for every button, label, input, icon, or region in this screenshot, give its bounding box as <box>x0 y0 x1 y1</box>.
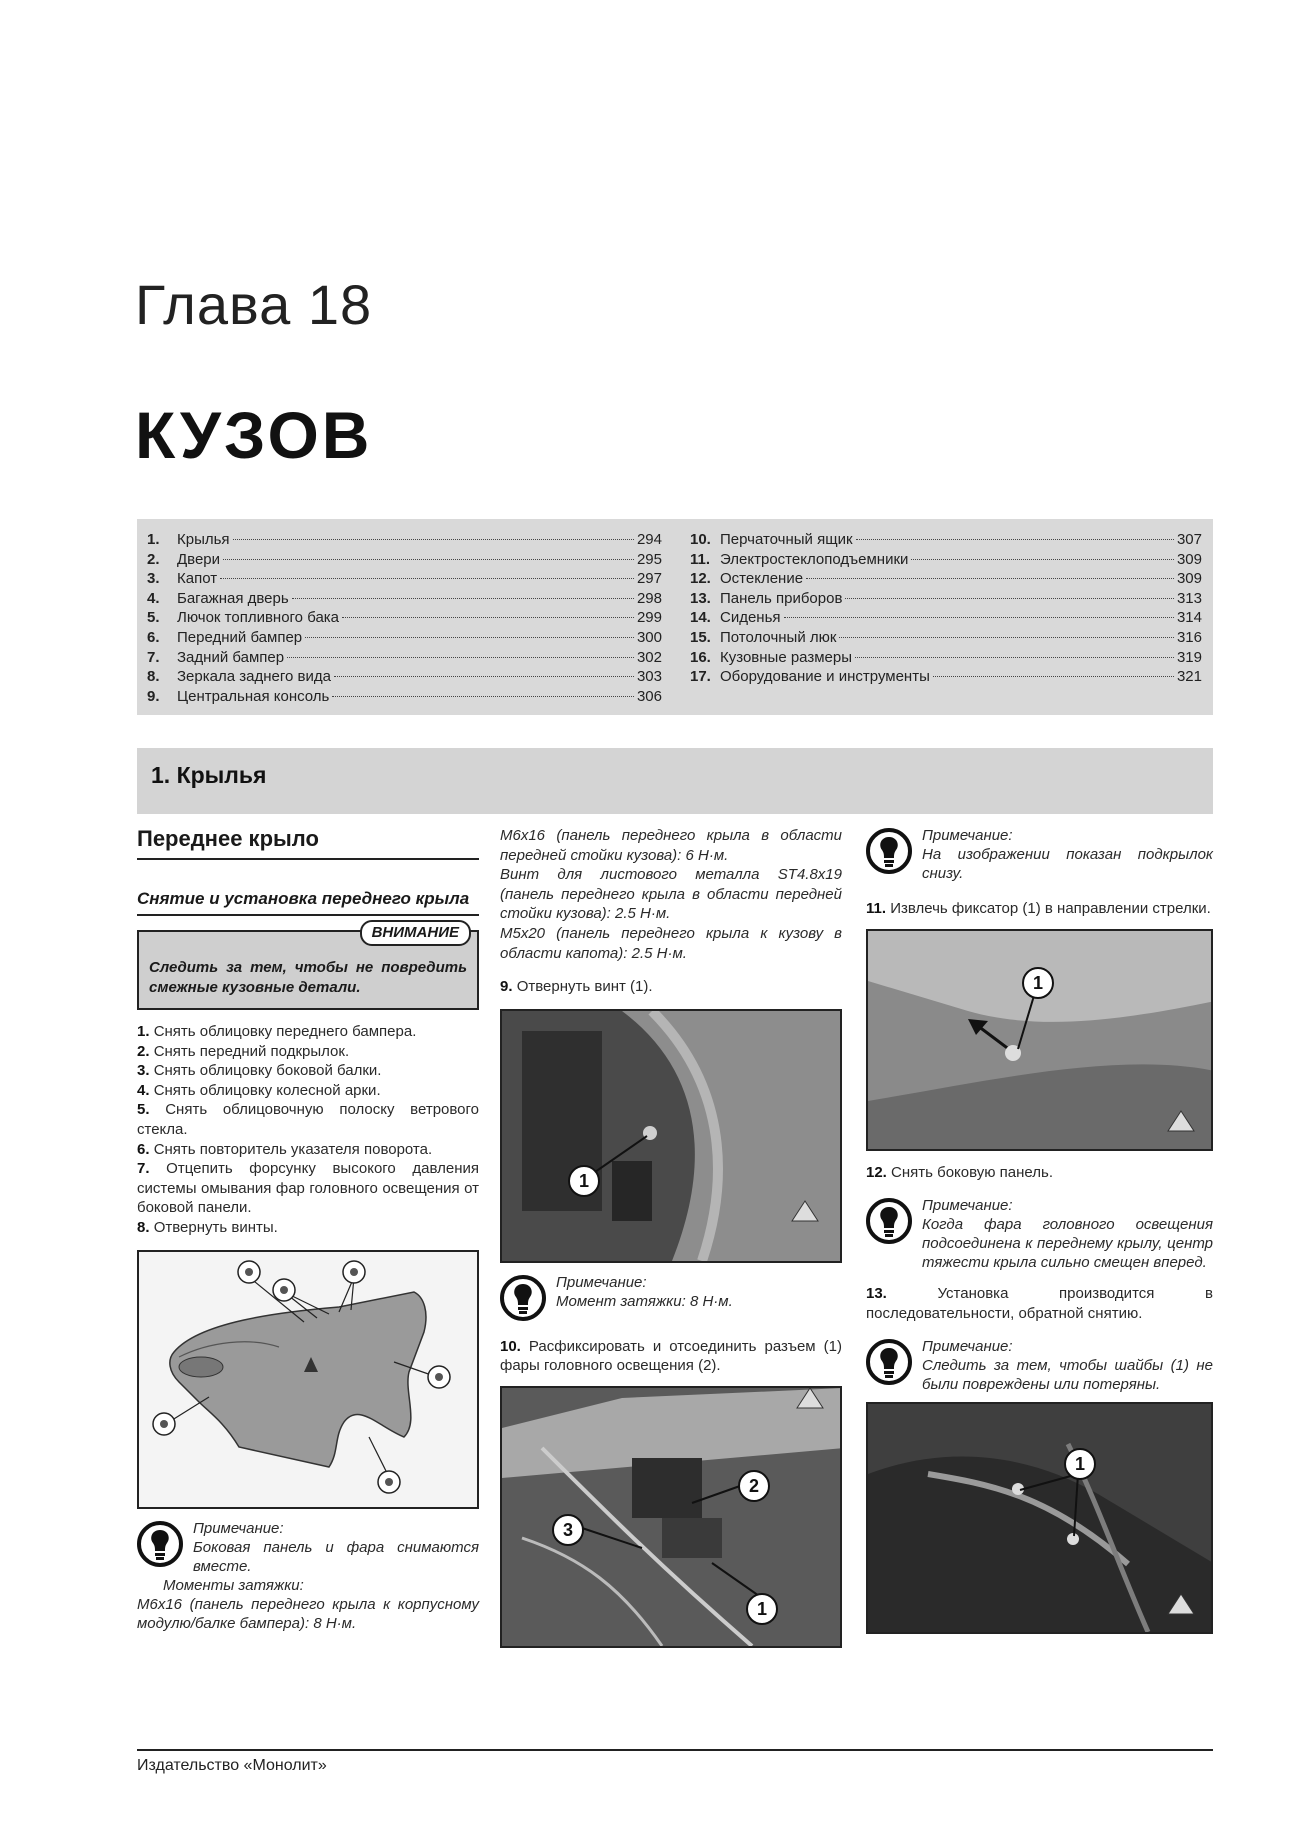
note-heading: Примечание: <box>922 1197 1013 1215</box>
toc-item[interactable]: 4. Багажная дверь 298 <box>147 589 662 607</box>
table-of-contents <box>137 519 1213 715</box>
toc-left-column <box>147 531 662 707</box>
torque-line: М5х20 (панель переднего крыла к кузову в области капота): 2.5 Н·м. <box>500 924 842 962</box>
note-heading: Примечание: <box>922 827 1013 844</box>
torque-line: М6х16 (панель переднего крыла в области передней стойки кузова): 6 Н·м. <box>500 827 842 864</box>
callout-1: 1 <box>568 1165 600 1197</box>
photo-clip <box>866 929 1213 1151</box>
toc-item[interactable]: 10. Перчаточный ящик 307 <box>690 531 1202 548</box>
toc-item[interactable]: 6. Передний бампер 300 <box>147 628 662 646</box>
chapter-number: Глава 18 <box>135 273 373 336</box>
photo-washers <box>866 1402 1213 1634</box>
section-title: 1. Крылья <box>151 762 267 788</box>
note-heading: Примечание: <box>193 1519 284 1537</box>
warning-box <box>137 924 479 1010</box>
toc-item[interactable]: 12. Остекление 309 <box>690 570 1202 588</box>
note-text: Следить за тем, чтобы шайбы (1) не были повреждены или потеряны. <box>922 1357 1213 1394</box>
warning-text: Следить за тем, чтобы не повредить смежные кузовные детали. <box>149 959 467 996</box>
photo-clip-art <box>868 931 1213 1149</box>
step-item: 3. Снять облицовку боковой балки. <box>137 1062 382 1080</box>
toc-item[interactable]: 9. Центральная консоль 306 <box>147 687 662 705</box>
column-1 <box>137 826 479 1633</box>
step-item: 11. Извлечь фиксатор (1) в направлении стрелки. <box>866 900 1211 917</box>
toc-item[interactable]: 2. Двери 295 <box>147 550 662 568</box>
lightbulb-icon <box>500 1275 546 1321</box>
photo-screw <box>500 1009 842 1263</box>
toc-item[interactable]: 17. Оборудование и инструменты 321 <box>690 668 1202 686</box>
photo-connector-art <box>502 1388 842 1646</box>
column-3 <box>866 826 1213 1634</box>
note-text: На изображении показан подкрылок снизу. <box>922 846 1213 882</box>
torque-heading: Моменты затяжки: <box>163 1576 304 1594</box>
toc-item[interactable]: 11. Электростеклоподъемники 309 <box>690 550 1202 568</box>
callout-3: 3 <box>552 1514 584 1546</box>
steps-list <box>137 1022 479 1238</box>
note-block <box>500 1273 842 1323</box>
lightbulb-icon <box>866 828 912 874</box>
step-item: 5. Снять облицовочную полоску ветрового стекла. <box>137 1101 479 1138</box>
photo-washers-art <box>868 1404 1213 1632</box>
step-item: 4. Снять облицовку колесной арки. <box>137 1081 381 1099</box>
step-item: 10. Расфиксировать и отсоединить разъем (1) фары головного освещения (2). <box>500 1337 843 1375</box>
toc-right-column <box>690 531 1202 688</box>
photo-screw-art <box>502 1011 842 1261</box>
step-item: 1. Снять облицовку переднего бампера. <box>137 1023 417 1040</box>
note-text: Боковая панель и фара снимаются вместе. <box>193 1538 479 1575</box>
lightbulb-icon <box>137 1521 183 1567</box>
callout-1: 1 <box>1022 967 1054 999</box>
note-block <box>137 1519 479 1633</box>
photo-connector <box>500 1386 842 1648</box>
section-header <box>137 748 1213 814</box>
column-2 <box>500 826 842 1648</box>
note-block <box>866 826 1213 883</box>
toc-item[interactable]: 8. Зеркала заднего вида 303 <box>147 668 662 686</box>
step-item: 6. Снять повторитель указателя поворота. <box>137 1140 433 1158</box>
toc-item[interactable]: 14. Сиденья 314 <box>690 609 1202 627</box>
lightbulb-icon <box>866 1339 912 1385</box>
step-item: 7. Отцепить форсунку высокого давления системы омывания фар головного освещения от боковой панели. <box>137 1160 479 1217</box>
lightbulb-icon <box>866 1198 912 1244</box>
step-item: 8. Отвернуть винты. <box>137 1218 278 1236</box>
step-item: 9. Отвернуть винт (1). <box>500 978 653 996</box>
toc-item[interactable]: 7. Задний бампер 302 <box>147 648 662 666</box>
torque-line: Винт для листового металла ST4.8x19 (панель переднего крыла в области передней стойки кузова): 2.5 Н·м. <box>500 866 842 923</box>
toc-item[interactable]: 5. Лючок топливного бака 299 <box>147 609 662 627</box>
callout-1: 1 <box>1064 1448 1096 1480</box>
procedure-heading: Снятие и установка переднего крыла <box>137 888 479 916</box>
step-item: 13. Установка производится в последовательности, обратной снятию. <box>866 1285 1213 1322</box>
note-text: Когда фара головного освещения подсоединена к переднему крылу, центр тяжести крыла сильно смещен вперед. <box>922 1216 1213 1272</box>
torque-text: М6х16 (панель переднего крыла к корпусному модулю/балке бампера): 8 Н·м. <box>137 1595 479 1632</box>
note-block <box>866 1337 1213 1394</box>
toc-item[interactable]: 1. Крылья 294 <box>147 531 662 548</box>
subsection-heading: Переднее крыло <box>137 826 479 860</box>
fender-diagram <box>137 1250 479 1509</box>
chapter-title: КУЗОВ <box>135 398 373 472</box>
toc-item[interactable]: 3. Капот 297 <box>147 570 662 588</box>
toc-item[interactable]: 13. Панель приборов 313 <box>690 589 1202 607</box>
note-block <box>866 1196 1213 1272</box>
callout-1: 1 <box>746 1593 778 1625</box>
publisher-footer: Издательство «Монолит» <box>137 1757 327 1774</box>
note-heading: Примечание: <box>922 1338 1013 1356</box>
footer-rule <box>137 1749 1213 1751</box>
step-item: 12. Снять боковую панель. <box>866 1163 1054 1181</box>
note-text: Момент затяжки: 8 Н·м. <box>556 1292 733 1310</box>
step-item: 2. Снять передний подкрылок. <box>137 1042 350 1060</box>
toc-item[interactable]: 16. Кузовные размеры 319 <box>690 648 1202 666</box>
fender-illustration <box>139 1252 479 1507</box>
note-heading: Примечание: <box>556 1273 647 1291</box>
warning-badge: ВНИМАНИЕ <box>360 920 471 946</box>
callout-2: 2 <box>738 1470 770 1502</box>
toc-item[interactable]: 15. Потолочный люк 316 <box>690 628 1202 646</box>
